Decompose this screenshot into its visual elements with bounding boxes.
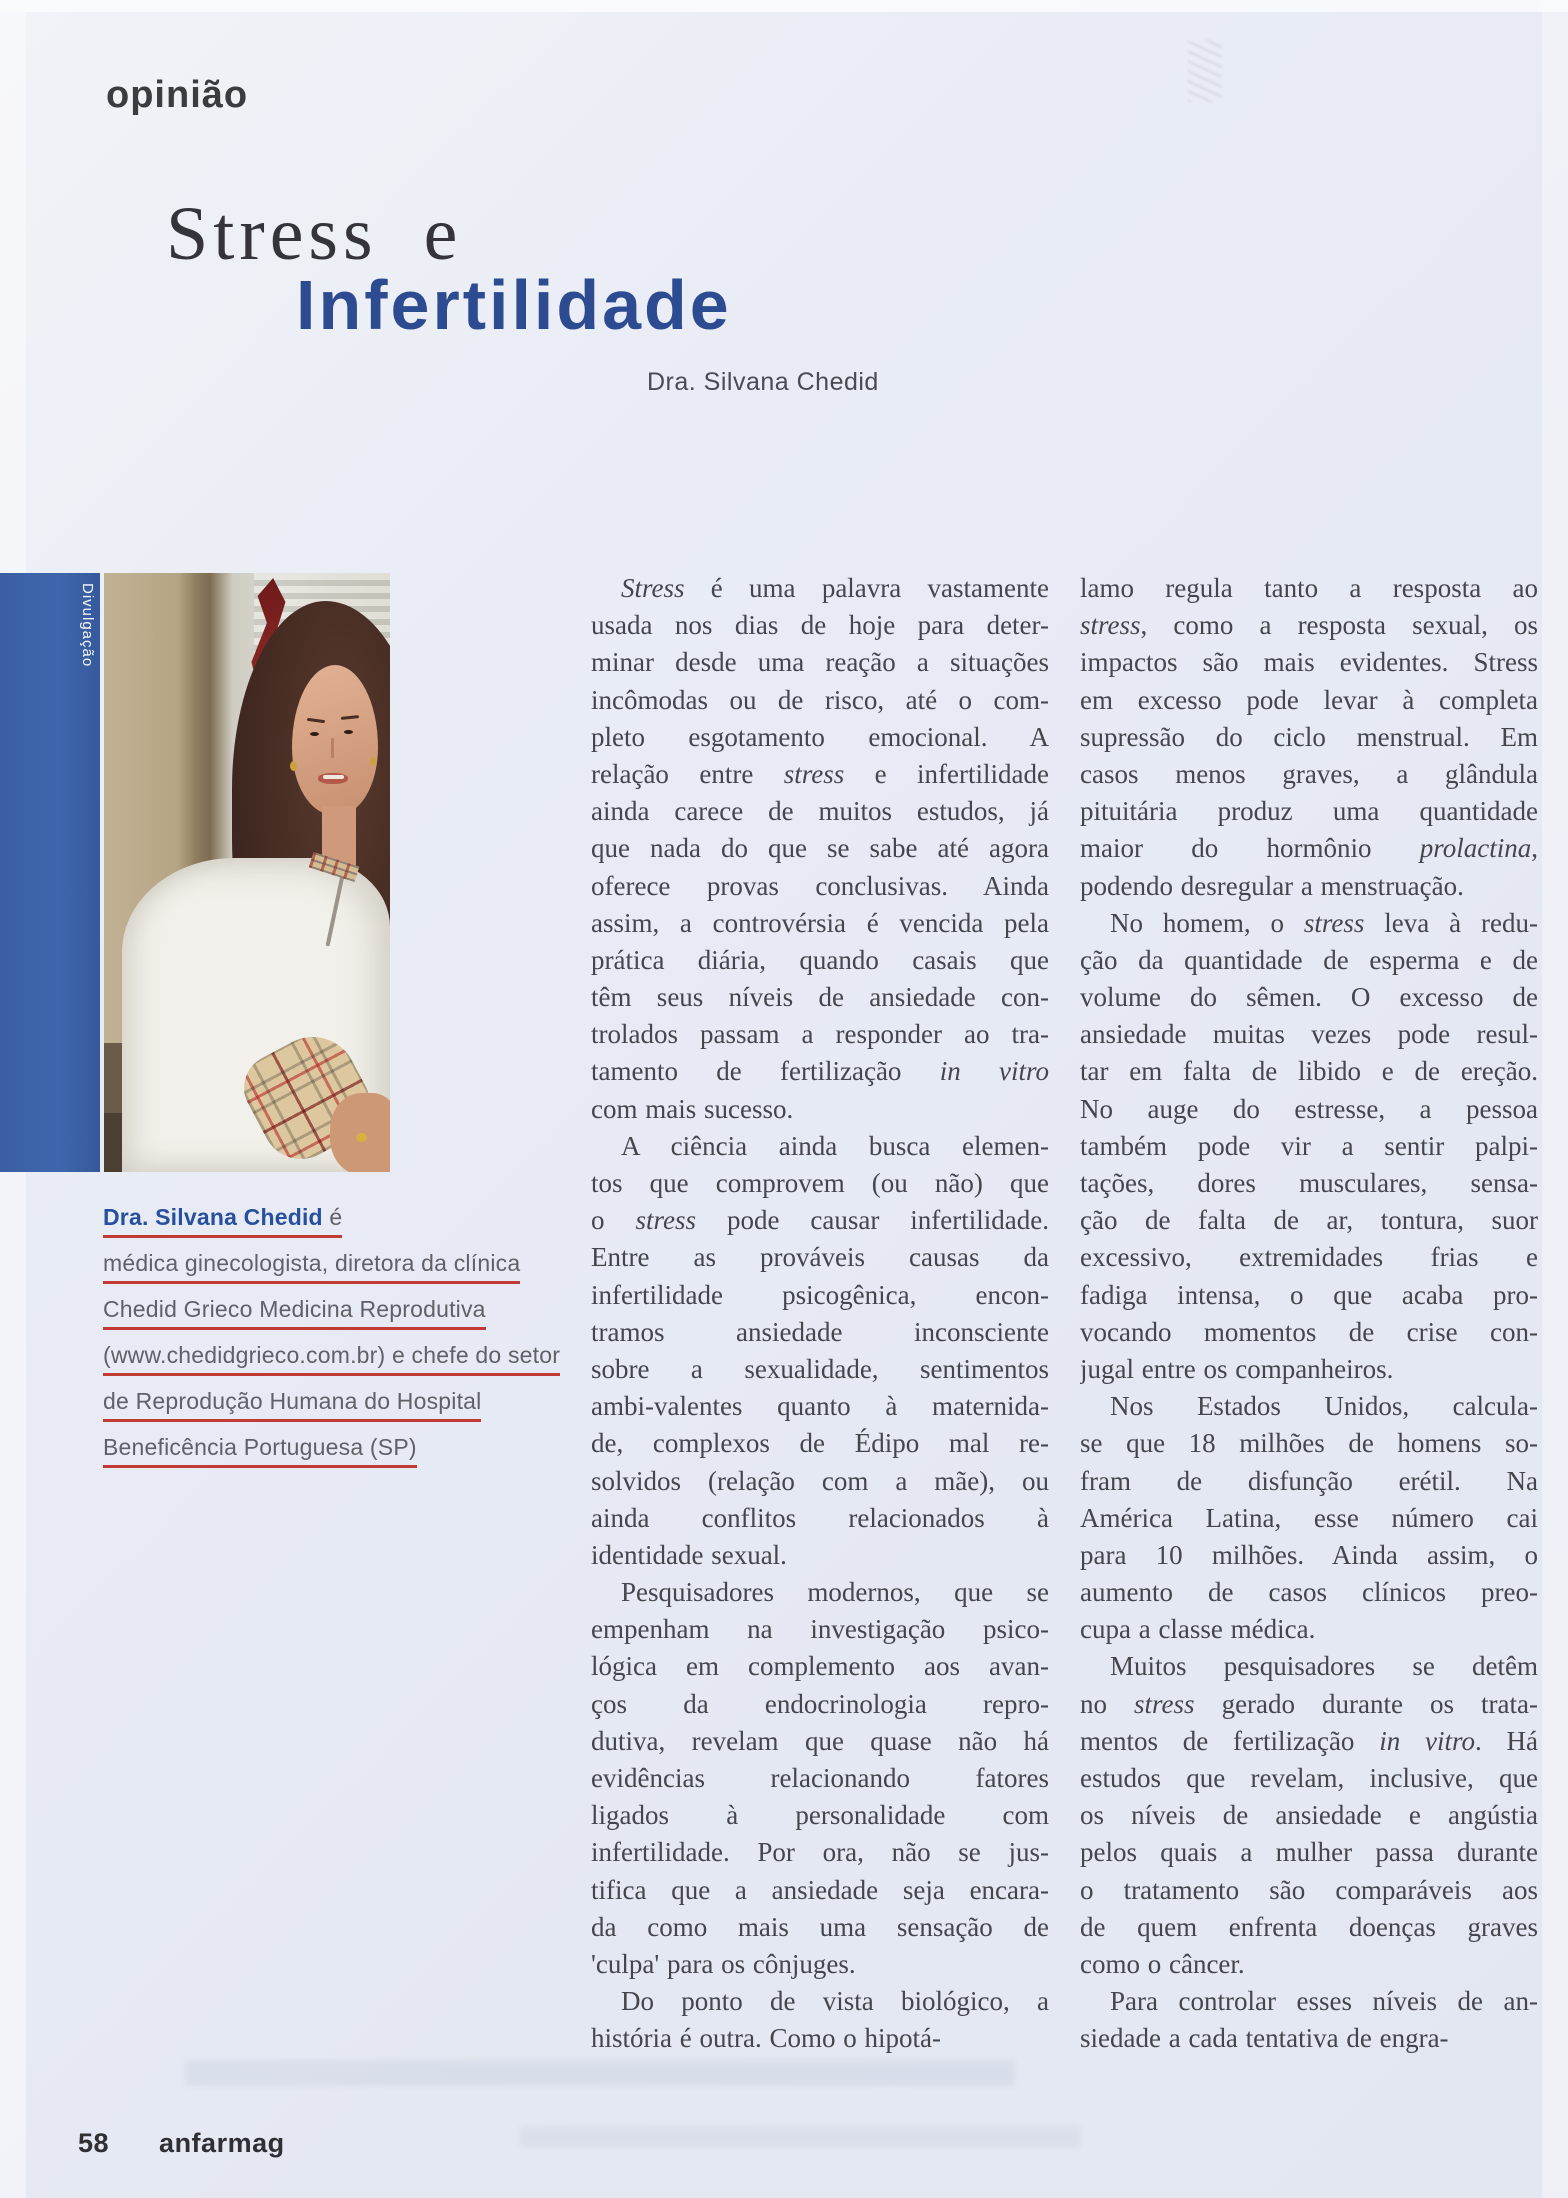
caption-line: Beneficência Portuguesa (SP) — [103, 1436, 417, 1468]
caption-line: (www.chedidgrieco.com.br) e chefe do setor — [103, 1344, 560, 1376]
body-text-line: dutiva, revelam que quase não há — [591, 1725, 1049, 1756]
body-text-line: cupa a classe médica. — [1080, 1614, 1316, 1645]
body-text-line: relação entre stress e infertilidade — [591, 758, 1049, 789]
caption-line: de Reprodução Humana do Hospital — [103, 1390, 481, 1422]
body-text-line: da como mais uma sensação de — [591, 1911, 1049, 1942]
body-text-line: tar em falta de libido e de ereção. — [1080, 1056, 1538, 1087]
body-text-line: casos menos graves, a glândula — [1080, 758, 1538, 789]
body-text-line: trolados passam a responder ao tra- — [591, 1019, 1049, 1050]
body-text-line: siedade a cada tentativa de engra- — [1080, 2023, 1449, 2054]
photo-credit-bar — [0, 573, 100, 1172]
photo-eye — [310, 732, 319, 736]
body-text-line: tos que comprovem (ou não) que — [591, 1168, 1049, 1198]
body-text-line: prática diária, quando casais que — [591, 944, 1049, 975]
body-text-line: história é outra. Como o hipotá- — [591, 2023, 941, 2054]
body-text-line: Stress é uma palavra vastamente — [621, 573, 1049, 603]
body-text-line: América Latina, esse número cai — [1080, 1502, 1538, 1533]
page-footer — [78, 2128, 285, 2159]
print-bleed-artifact — [520, 2126, 1080, 2148]
page-edge-top — [0, 0, 1568, 12]
photo-eye — [344, 730, 353, 734]
body-text-line: o tratamento são comparáveis aos — [1080, 1874, 1538, 1905]
body-text-line: Do ponto de vista biológico, a — [621, 1986, 1049, 2017]
body-text-line: com mais sucesso. — [591, 1093, 794, 1124]
body-text-line: ambi-valentes quanto à maternida- — [591, 1391, 1049, 1422]
body-text-line: infertilidade. Por ora, não se jus- — [591, 1837, 1049, 1868]
body-text-line: têm seus níveis de ansiedade con- — [591, 982, 1049, 1013]
body-text-line: impactos são mais evidentes. Stress — [1080, 647, 1538, 678]
body-text-line: incômodas ou de risco, até o com- — [591, 684, 1049, 715]
article-photo — [104, 573, 390, 1172]
body-text-line: assim, a controvérsia é vencida pela — [591, 907, 1049, 938]
photo-nose — [331, 738, 334, 758]
caption-doctor-name: Dra. Silvana Chedid — [103, 1204, 323, 1230]
body-text-line: ção da quantidade de esperma e de — [1080, 944, 1538, 975]
article-author: Dra. Silvana Chedid — [647, 368, 879, 396]
body-text-line: podendo desregular a menstruação. — [1080, 870, 1464, 901]
body-text-line: em excesso pode levar à completa — [1080, 684, 1538, 715]
article-column-1 — [591, 570, 1049, 2058]
body-text-line: sobre a sexualidade, sentimentos — [591, 1353, 1049, 1384]
body-text-line: se que 18 milhões de homens so- — [1080, 1428, 1538, 1459]
body-text-line: vocando momentos de crise con- — [1080, 1316, 1538, 1347]
caption-line: Chedid Grieco Medicina Reprodutiva — [103, 1298, 486, 1330]
page-edge-right — [1542, 0, 1568, 2198]
body-text-line: A ciência ainda busca elemen- — [621, 1130, 1049, 1161]
body-text-line: ansiedade muitas vezes pode resul- — [1080, 1019, 1538, 1050]
body-text-line: que nada do que se sabe até agora — [591, 833, 1049, 864]
body-text-line: ainda conflitos relacionados à — [591, 1502, 1049, 1533]
body-text-line: fram de disfunção erétil. Na — [1080, 1465, 1538, 1496]
print-bleed-artifact — [185, 2060, 1015, 2086]
article-column-2 — [1080, 570, 1538, 2058]
body-text-line: solvidos (relação com a mãe), ou — [591, 1465, 1049, 1496]
body-text-line: maior do hormônio prolactina, — [1080, 833, 1538, 864]
body-text-line: No auge do estresse, a pessoa — [1080, 1093, 1538, 1124]
body-text-line: 'culpa' para os cônjuges. — [591, 1948, 856, 1979]
body-text-line: excessivo, extremidades frias e — [1080, 1242, 1538, 1273]
body-text-line: Pesquisadores modernos, que se — [621, 1577, 1049, 1608]
body-text-line: de, complexos de Édipo mal re- — [591, 1428, 1049, 1459]
body-text-line: tramos ansiedade inconsciente — [591, 1316, 1049, 1347]
body-text-line: também pode vir a sentir palpi- — [1080, 1130, 1538, 1161]
body-text-line: estudos que revelam, inclusive, que — [1080, 1763, 1538, 1793]
body-text-line: no stress gerado durante os trata- — [1080, 1688, 1538, 1719]
body-text-line: pelos quais a mulher passa durante — [1080, 1837, 1538, 1868]
body-text-line: Entre as prováveis causas da — [591, 1242, 1049, 1273]
magazine-name: anfarmag — [159, 2128, 285, 2158]
body-text-line: minar desde uma reação a situações — [591, 647, 1049, 678]
body-text-line: pleto esgotamento emocional. A — [591, 721, 1049, 752]
photo-earring — [370, 757, 376, 766]
body-text-line: tamento de fertilização in vitro — [591, 1056, 1049, 1087]
body-text-line: evidências relacionando fatores — [591, 1763, 1049, 1793]
body-text-line: de quem enfrenta doenças graves — [1080, 1911, 1538, 1942]
body-text-line: ção de falta de ar, tontura, suor — [1080, 1205, 1538, 1236]
body-text-line: ligados à personalidade com — [591, 1800, 1049, 1831]
article-title-line2: Infertilidade — [296, 266, 732, 344]
body-text-line: stress, como a resposta sexual, os — [1080, 610, 1538, 641]
article-title-line1: Stress e — [166, 192, 463, 276]
body-text-line: jugal entre os companheiros. — [1080, 1353, 1394, 1384]
body-text-line: lógica em complemento aos avan- — [591, 1651, 1049, 1682]
body-text-line: Muitos pesquisadores se detêm — [1110, 1651, 1538, 1682]
body-text-line: usada nos dias de hoje para deter- — [591, 610, 1049, 641]
body-text-line: volume do sêmen. O excesso de — [1080, 982, 1538, 1013]
body-text-line: tifica que a ansiedade seja encara- — [591, 1874, 1049, 1905]
body-text-line: identidade sexual. — [591, 1539, 787, 1570]
body-text-line: ços da endocrinologia repro- — [591, 1688, 1049, 1719]
body-text-line: aumento de casos clínicos preo- — [1080, 1577, 1538, 1608]
body-text-line: infertilidade psicogênica, encon- — [591, 1279, 1049, 1310]
photo-gold-ring — [356, 1133, 367, 1142]
body-text-line: ainda carece de muitos estudos, já — [591, 796, 1049, 827]
body-text-line: lamo regula tanto a resposta ao — [1080, 573, 1538, 603]
photo-caption — [103, 1206, 573, 1482]
body-text-line: supressão do ciclo menstrual. Em — [1080, 721, 1538, 752]
page-number: 58 — [78, 2128, 110, 2158]
caption-line: Dra. Silvana Chedid é — [103, 1206, 342, 1238]
body-text-line: para 10 milhões. Ainda assim, o — [1080, 1539, 1538, 1570]
body-text-line: pituitária produz uma quantidade — [1080, 796, 1538, 827]
section-label: opinião — [106, 74, 249, 116]
body-text-line: tações, dores musculares, sensa- — [1080, 1168, 1538, 1198]
photo-teeth — [323, 775, 344, 779]
scan-smudge-artifact — [1188, 40, 1222, 102]
body-text-line: como o câncer. — [1080, 1948, 1245, 1979]
body-text-line: empenham na investigação psico- — [591, 1614, 1049, 1645]
body-text-line: o stress pode causar infertilidade. — [591, 1205, 1049, 1236]
body-text-line: oferece provas conclusivas. Ainda — [591, 870, 1049, 901]
body-text-line: No homem, o stress leva à redu- — [1110, 907, 1538, 938]
body-text-line: Nos Estados Unidos, calcula- — [1110, 1391, 1538, 1422]
photo-credit: Divulgação — [79, 583, 96, 668]
body-text-line: mentos de fertilização in vitro. Há — [1080, 1725, 1538, 1756]
body-text-line: os níveis de ansiedade e angústia — [1080, 1800, 1538, 1831]
body-text-line: fadiga intensa, o que acaba pro- — [1080, 1279, 1538, 1310]
body-text-line: Para controlar esses níveis de an- — [1110, 1986, 1538, 2017]
photo-earring — [290, 761, 297, 771]
caption-line: médica ginecologista, diretora da clínica — [103, 1252, 520, 1284]
